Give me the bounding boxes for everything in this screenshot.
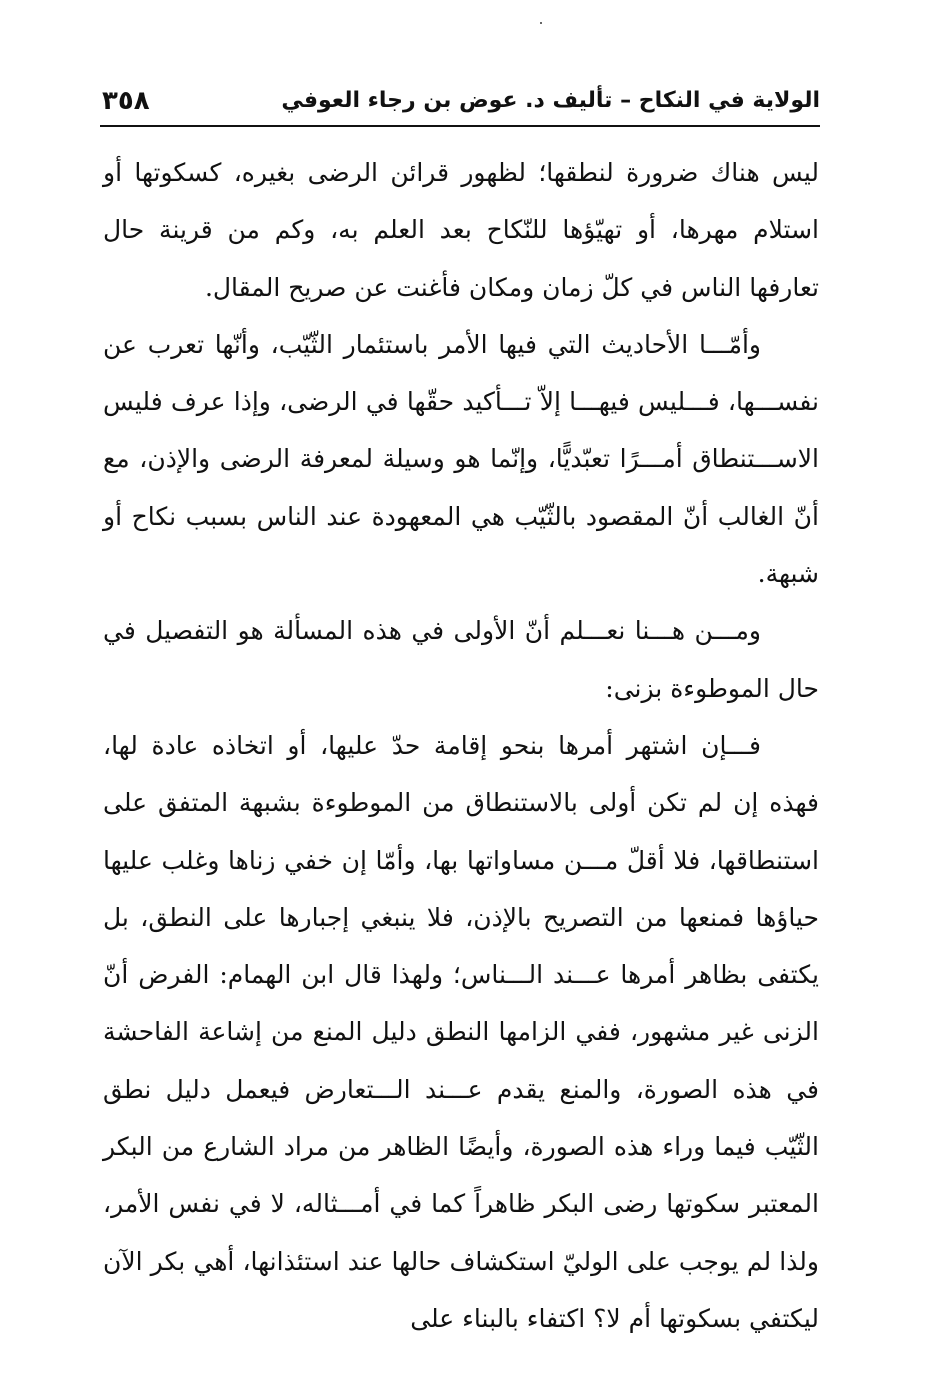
running-header: [100, 86, 820, 126]
paragraph-4: فـــإن اشتهر أمرها بنحو إقامة حدّ عليها، أو اتخاذه عادة لها، فهذه إن لم تكن أولى بالاستنطاق من الموطوءة بشبهة المتفق على استنطاقها، فلا أقلّ مـــن مساواتها بها، وأمّا إن خفي زناها وغلب عليها حياؤها فمنعها من التصريح بالإذن، فلا ينبغي إجبارها على النطق، بل يكتفى بظاهر أمرها عـــند الـــناس؛ ولهذا قال ابن الهمام: الفرض أنّ الزنى غير مشهور، ففي الزامها النطق دليل المنع من إشاعة الفاحشة في هذه الصورة، والمنع يقدم عـــند الـــتعارض فيعمل دليل نطق الثّيّب فيما وراء هذه الصورة، وأيضًا الظاهر من مراد الشارع من البكر المعتبر سكوتها رضى البكر ظاهراً كما في أمـــثاله، لا في نفس الأمر، ولذا لم يوجب على الوليّ استكشاف حالها عند استئذانها، أهي بكر الآن ليكتفي بسكوتها أم لا؟ اكتفاء بالبناء على: [103, 730, 820, 1333]
page-number: ٣٥٨: [102, 86, 150, 116]
scan-speck: [540, 22, 542, 24]
header-title: الولاية في النكاح – تأليف د. عوض بن رجاء العوفي: [281, 88, 820, 113]
header-divider: [100, 125, 820, 127]
paragraph-2: وأمّـــا الأحاديث التي فيها الأمر باستئمار الثّيّب، وأنّها تعرب عن نفســـها، فـــليس فيهـــا إلاّ تـــأكيد حقّها في الرضى، وإذا عرف فليس الاســـتنطاق أمـــرًا تعبّديًّا، وإنّما هو وسيلة لمعرفة الرضى والإذن، مع أنّ الغالب أنّ المقصود بالثّيّب هي المعهودة عند الناس بسبب نكاح أو شبهة.: [103, 329, 819, 589]
paragraph-1: ليس هناك ضرورة لنطقها؛ لظهور قرائن الرضى بغيره، كسكوتها أو استلام مهرها، أو تهيّؤها للنّكاح بعد العلم به، وكم من قرينة حال تعارفها الناس في كلّ زمان ومكان فأغنت عن صريح المقال.: [103, 158, 819, 302]
body-text: [103, 144, 819, 1347]
paragraph-3: ومـــن هـــنا نعـــلم أنّ الأولى في هذه المسألة هو التفصيل في حال الموطوءة بزنى:: [103, 616, 819, 703]
